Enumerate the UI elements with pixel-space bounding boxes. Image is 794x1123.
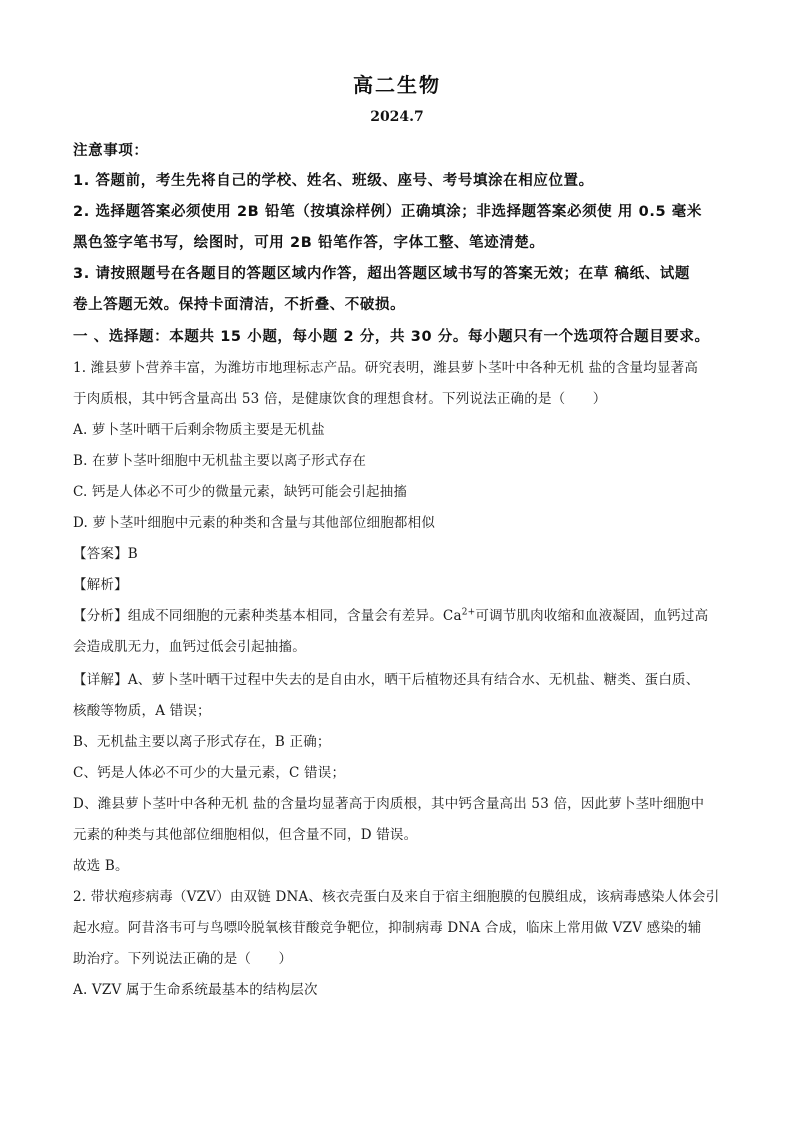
notice-item-3-line-1: 3. 请按照题号在各题目的答题区域内作答，超出答题区域书写的答案无效；在草 稿纸、试题 bbox=[73, 266, 690, 282]
fenxi-text-part-2: 可调节肌肉收缩和血液凝固，血钙过高 bbox=[475, 608, 709, 624]
page-title: 高二生物 bbox=[353, 73, 441, 97]
notice-item-1: 1. 答题前，考生先将自己的学校、姓名、班级、座号、考号填涂在相应位置。 bbox=[73, 173, 594, 189]
question-1-answer: 【答案】B bbox=[73, 546, 138, 562]
fenxi-text-part-1: 组成不同细胞的元素种类基本相同，含量会有差异。Ca bbox=[127, 608, 462, 624]
question-1-stem-line-2: 于肉质根，其中钙含量高出 53 倍，是健康饮食的理想食材。下列说法正确的是（ ） bbox=[73, 391, 607, 407]
question-1-stem-line-1: 1. 潍县萝卜营养丰富，为潍坊市地理标志产品。研究表明，潍县萝卜茎叶中各种无机 盐的含量均显著高 bbox=[73, 360, 699, 376]
question-1-xiangjie-line-2: 核酸等物质，A 错误； bbox=[73, 703, 211, 719]
question-1-analysis-label: 【解析】 bbox=[73, 577, 128, 593]
xiangjie-label: 【详解】 bbox=[73, 672, 128, 688]
notice-heading: 注意事项： bbox=[73, 143, 149, 159]
question-2-option-a: A. VZV 属于生命系统最基本的结构层次 bbox=[73, 982, 318, 998]
question-2-stem-line-3: 助治疗。下列说法正确的是（ ） bbox=[73, 951, 293, 967]
question-1-xiangjie-line-1 bbox=[73, 670, 733, 690]
question-1-option-a: A. 萝卜茎叶晒干后剩余物质主要是无机盐 bbox=[73, 422, 325, 438]
fenxi-superscript: 2+ bbox=[461, 607, 476, 618]
notice-item-3-line-2: 卷上答题无效。保持卡面清洁，不折叠、不破损。 bbox=[73, 297, 406, 313]
xiangjie-text: A、萝卜茎叶晒干过程中失去的是自由水，晒干后植物还具有结合水、无机盐、糖类、蛋白质、 bbox=[127, 672, 700, 688]
question-1-xiangjie-d-line-2: 元素的种类与其他部位细胞相似，但含量不同，D 错误。 bbox=[73, 827, 418, 843]
question-2-stem-line-2: 起水痘。阿昔洛韦可与鸟嘌呤脱氧核苷酸竞争靶位，抑制病毒 DNA 合成，临床上常用做 VZV 感染的辅 bbox=[73, 920, 702, 936]
question-1-option-c: C. 钙是人体必不可少的微量元素，缺钙可能会引起抽搐 bbox=[73, 484, 408, 500]
question-1-option-d: D. 萝卜茎叶细胞中元素的种类和含量与其他部位细胞都相似 bbox=[73, 515, 436, 531]
question-1-option-b: B. 在萝卜茎叶细胞中无机盐主要以离子形式存在 bbox=[73, 453, 367, 469]
notice-item-2-line-2: 黑色签字笔书写，绘图时，可用 2B 铅笔作答，字体工整、笔迹清楚。 bbox=[73, 235, 545, 251]
fenxi-label: 【分析】 bbox=[73, 608, 128, 624]
question-1-fenxi-line-2: 会造成肌无力，血钙过低会引起抽搐。 bbox=[73, 639, 306, 655]
question-1-xiangjie-c: C、钙是人体必不可少的大量元素，C 错误； bbox=[73, 765, 346, 781]
notice-item-2-line-1: 2. 选择题答案必须使用 2B 铅笔（按填涂样例）正确填涂；非选择题答案必须使 用 0.5 毫米 bbox=[73, 204, 703, 220]
question-1-xiangjie-d-line-1: D、潍县萝卜茎叶中各种无机 盐的含量均显著高于肉质根，其中钙含量高出 53 倍，因此萝卜茎叶细胞中 bbox=[73, 796, 705, 812]
question-1-xiangjie-b: B、无机盐主要以离子形式存在，B 正确； bbox=[73, 734, 331, 750]
section-heading: 一 、选择题：本题共 15 小题，每小题 2 分，共 30 分。每小题只有一个选项符合题目要求。 bbox=[73, 329, 710, 345]
question-2-stem-line-1: 2. 带状疱疹病毒（VZV）由双链 DNA、核衣壳蛋白及来自于宿主细胞膜的包膜组成，该病毒感染人体会引 bbox=[73, 889, 720, 905]
question-1-fenxi-line-1 bbox=[73, 606, 733, 626]
question-1-conclusion: 故选 B。 bbox=[73, 858, 129, 874]
exam-date: 2024.7 bbox=[370, 109, 424, 125]
